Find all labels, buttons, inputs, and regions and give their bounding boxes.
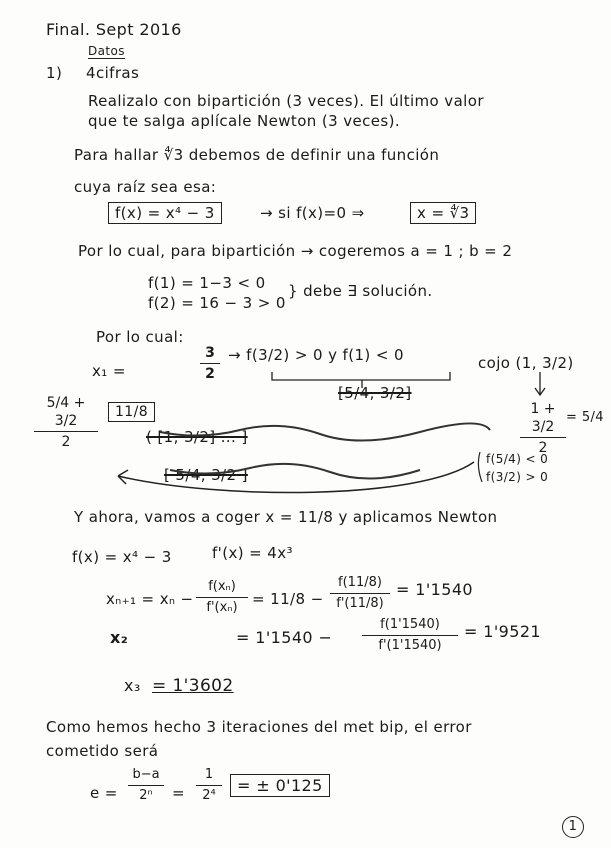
newton-frac2-den: f'(11/8): [336, 596, 384, 611]
y-ahora-line: Y ahora, vamos a coger x = 11/8 y aplicamos Newton: [74, 508, 498, 526]
x3-result: = 1'3602: [152, 676, 234, 696]
error-frac1-den: 2ⁿ: [139, 788, 153, 803]
x1-condition: → f(3/2) > 0 y f(1) < 0: [228, 346, 404, 364]
error-frac1-num: b−a: [132, 767, 160, 782]
por-lo-cual-1: Por lo cual, para bipartición → cogeremos a = 1 ; b = 2: [78, 242, 513, 260]
cuya-raiz-line: cuya raíz sea esa:: [74, 178, 217, 196]
brace-note: } debe ∃ solución.: [288, 282, 433, 300]
error-label: e =: [90, 784, 118, 802]
x2-label: x₂: [110, 628, 129, 647]
down-arrow-icon: [535, 372, 545, 395]
newton-result-1: = 1'1540: [396, 580, 473, 599]
x1-label: x₁ =: [92, 362, 126, 380]
newton-frac2-num: f(11/8): [338, 575, 382, 590]
right-frac-num: 1 + 3/2: [530, 401, 556, 435]
problem-number: 1): [46, 64, 63, 82]
fpx-definition: f'(x) = 4x³: [212, 544, 293, 562]
x2-equation: = 1'1540 −: [236, 628, 333, 647]
x2-frac-num: f(1'1540): [380, 617, 440, 632]
x1-num: 3: [205, 345, 215, 361]
error-frac2-num: 1: [204, 767, 214, 782]
intro-line-1: Realizalo con bipartición (3 veces). El último valor: [88, 92, 484, 110]
intro-line-2: que te salga aplícale Newton (3 veces).: [88, 112, 401, 130]
conclusion-line-2: cometido será: [46, 742, 159, 760]
newton-frac-num: f(xₙ): [208, 579, 236, 594]
error-result: = ± 0'125: [230, 774, 330, 797]
error-equals: =: [172, 784, 185, 802]
right-brace: [478, 452, 482, 482]
left-frac-den: 2: [61, 434, 71, 450]
datos-label: Datos: [88, 44, 125, 58]
curved-arrow-icon: [118, 462, 474, 493]
condition-brace: [272, 372, 450, 388]
page-number: 1: [562, 816, 584, 838]
x1-den: 2: [205, 366, 215, 382]
struck-interval: [5/4, 3/2]: [338, 384, 412, 402]
page-title: Final. Sept 2016: [46, 20, 182, 39]
por-lo-cual-2: Por lo cual:: [96, 328, 184, 346]
f1-eval: f(1) = 1−3 < 0: [148, 274, 266, 292]
scribble-row-2: [170, 464, 420, 479]
left-frac-result: 11/8: [108, 402, 155, 422]
cojo-interval: cojo (1, 3/2): [478, 354, 574, 372]
f2-eval: f(2) = 16 − 3 > 0: [148, 294, 286, 312]
newton-eq: = 11/8 −: [252, 590, 324, 608]
scribble-row-1: [160, 423, 490, 440]
newton-frac-den: f'(xₙ): [206, 600, 238, 615]
right-condition-1: f(5/4) < 0: [486, 452, 549, 466]
interval-row-2: [ 5/4, 3/2 ]: [164, 466, 248, 484]
x2-result: = 1'9521: [464, 622, 541, 641]
digits-label: 4cifras: [86, 64, 140, 82]
x2-frac-den: f'(1'1540): [378, 638, 442, 653]
right-frac-result: = 5/4: [566, 410, 604, 425]
para-hallar-line: Para hallar ∜3 debemos de definir una función: [74, 146, 440, 164]
interval-row-1: ( [1, 3/2] ... ]: [146, 428, 248, 446]
conclusion-line-1: Como hemos hecho 3 iteraciones del met bip, el error: [46, 718, 472, 736]
root-box: x = ∜3: [410, 202, 476, 224]
error-frac2-den: 2⁴: [202, 788, 216, 803]
newton-formula-left: xₙ₊₁ = xₙ −: [106, 590, 194, 608]
left-frac-num: 5/4 + 3/2: [46, 395, 86, 429]
function-box: f(x) = x⁴ − 3: [108, 202, 222, 224]
right-condition-2: f(3/2) > 0: [486, 470, 549, 484]
arrow-si: → si f(x)=0 ⇒: [260, 204, 365, 222]
right-frac-den: 2: [538, 440, 548, 456]
x3-label: x₃: [124, 676, 141, 695]
fx-definition: f(x) = x⁴ − 3: [72, 548, 172, 566]
